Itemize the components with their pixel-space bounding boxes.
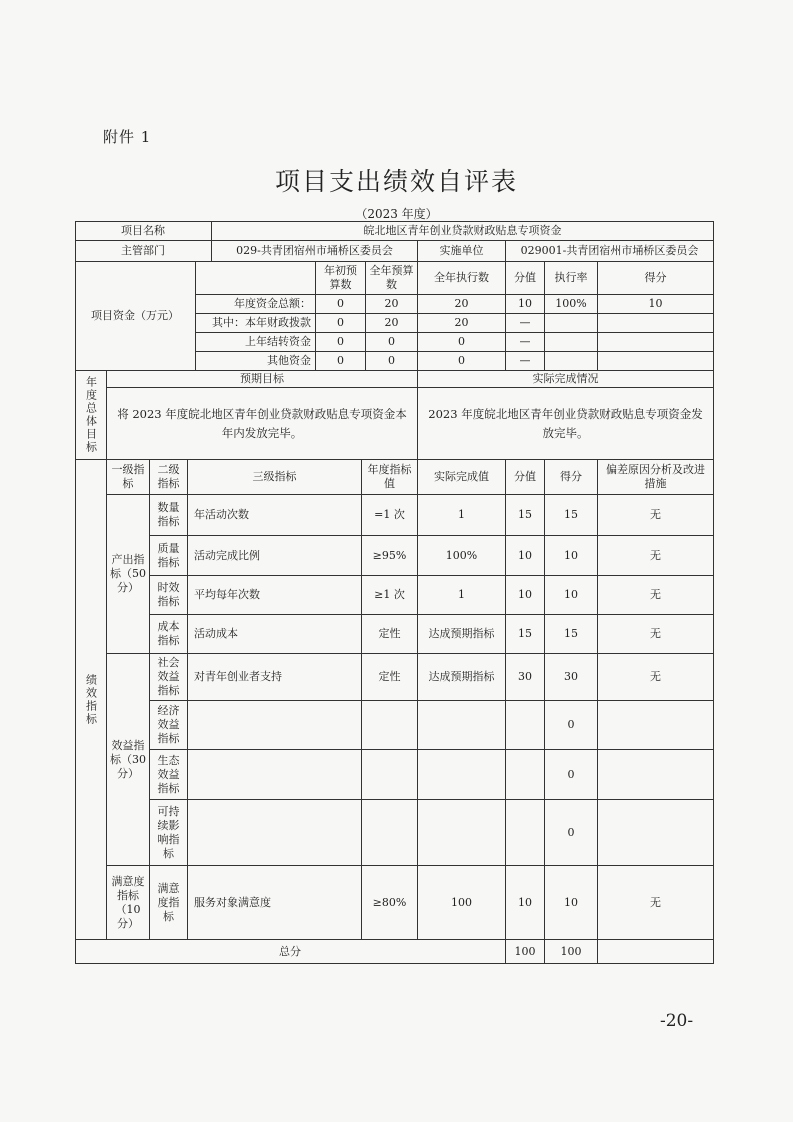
- indicator-level3: 活动完成比例: [188, 536, 362, 576]
- indicator-value: 10: [506, 576, 545, 615]
- funds-col-full: 全年预算数: [366, 262, 418, 295]
- funds-row-exec: 0: [418, 333, 506, 352]
- indicator-value: 15: [506, 615, 545, 654]
- indicator-target: ≥95%: [362, 536, 418, 576]
- indicator-reason: 无: [598, 654, 714, 701]
- group-satisfaction: 满意度指标（10分）: [107, 866, 150, 940]
- indicator-reason: 无: [598, 615, 714, 654]
- header-reason: 偏差原因分析及改进措施: [598, 460, 714, 495]
- funds-row-full: 20: [366, 295, 418, 314]
- indicator-reason: [598, 701, 714, 750]
- header-level2: 二级指标: [150, 460, 188, 495]
- funds-row-exec: 20: [418, 314, 506, 333]
- indicator-target: [362, 800, 418, 866]
- funds-col-value: 分值: [506, 262, 545, 295]
- funds-row-initial: 0: [316, 333, 366, 352]
- indicator-score: 30: [545, 654, 598, 701]
- funds-col-exec: 全年执行数: [418, 262, 506, 295]
- funds-row-rate: [545, 352, 598, 371]
- dept-label: 主管部门: [75, 241, 212, 262]
- indicator-value: 30: [506, 654, 545, 701]
- funds-row-initial: 0: [316, 295, 366, 314]
- indicator-value: [506, 701, 545, 750]
- goals-label: 年度总体目标: [75, 371, 107, 460]
- total-label: 总分: [75, 940, 506, 964]
- funds-col-score: 得分: [598, 262, 714, 295]
- funds-row-rate: [545, 314, 598, 333]
- header-score: 得分: [545, 460, 598, 495]
- funds-row-label: 年度资金总额：: [196, 295, 316, 314]
- indicator-actual: 100: [418, 866, 506, 940]
- indicator-level2: 质量指标: [150, 536, 188, 576]
- indicator-level3: 服务对象满意度: [188, 866, 362, 940]
- indicator-target: ≥1 次: [362, 576, 418, 615]
- indicator-target: ≥80%: [362, 866, 418, 940]
- total-value: 100: [506, 940, 545, 964]
- funds-row-score: 10: [598, 295, 714, 314]
- indicator-actual: [418, 800, 506, 866]
- page-number: -20-: [660, 1011, 694, 1031]
- indicator-level2: 生态效益指标: [150, 750, 188, 800]
- header-level3: 三级指标: [188, 460, 362, 495]
- indicator-actual: 达成预期指标: [418, 654, 506, 701]
- total-blank: [598, 940, 714, 964]
- project-name-value: 皖北地区青年创业贷款财政贴息专项资金: [212, 221, 714, 241]
- indicator-actual: 100%: [418, 536, 506, 576]
- indicator-level2: 社会效益指标: [150, 654, 188, 701]
- indicator-target: =1 次: [362, 495, 418, 536]
- funds-row-exec: 0: [418, 352, 506, 371]
- indicator-level3: 年活动次数: [188, 495, 362, 536]
- project-name-label: 项目名称: [75, 221, 212, 241]
- goals-actual-header: 实际完成情况: [418, 371, 714, 388]
- appendix-label: 附件 1: [103, 128, 152, 146]
- funds-row-score: [598, 333, 714, 352]
- funds-row-full: 0: [366, 352, 418, 371]
- funds-col-rate: 执行率: [545, 262, 598, 295]
- goals-expected-header: 预期目标: [107, 371, 418, 388]
- group-benefit: 效益指标（30分）: [107, 654, 150, 866]
- indicator-target: 定性: [362, 615, 418, 654]
- funds-header-blank: [196, 262, 316, 295]
- unit-value: 029001-共青团宿州市埇桥区委员会: [506, 241, 714, 262]
- indicator-level3: [188, 701, 362, 750]
- header-target: 年度指标值: [362, 460, 418, 495]
- indicator-score: 15: [545, 615, 598, 654]
- funds-col-initial: 年初预算数: [316, 262, 366, 295]
- funds-label: 项目资金（万元）: [75, 262, 196, 371]
- indicator-level2: 数量指标: [150, 495, 188, 536]
- year-label: （2023 年度）: [355, 207, 438, 221]
- indicator-target: [362, 701, 418, 750]
- indicator-actual: 达成预期指标: [418, 615, 506, 654]
- form-title: 项目支出绩效自评表: [274, 167, 518, 196]
- total-score: 100: [545, 940, 598, 964]
- funds-row-full: 0: [366, 333, 418, 352]
- indicator-level2: 满意度指标: [150, 866, 188, 940]
- indicator-target: [362, 750, 418, 800]
- indicator-score: 0: [545, 800, 598, 866]
- funds-row-value: —: [506, 333, 545, 352]
- indicator-reason: [598, 750, 714, 800]
- funds-row-value: 10: [506, 295, 545, 314]
- indicator-reason: 无: [598, 536, 714, 576]
- funds-row-initial: 0: [316, 352, 366, 371]
- funds-row-initial: 0: [316, 314, 366, 333]
- indicator-level2: 经济效益指标: [150, 701, 188, 750]
- indicator-level2: 可持续影响指标: [150, 800, 188, 866]
- indicator-level2: 成本指标: [150, 615, 188, 654]
- group-output: 产出指标（50分）: [107, 495, 150, 654]
- goals-actual-text: 2023 年度皖北地区青年创业贷款财政贴息专项资金发放完毕。: [418, 388, 714, 460]
- funds-row-label: 其他资金: [196, 352, 316, 371]
- goals-expected-text: 将 2023 年度皖北地区青年创业贷款财政贴息专项资金本年内发放完毕。: [107, 388, 418, 460]
- indicator-score: 10: [545, 866, 598, 940]
- indicator-reason: 无: [598, 576, 714, 615]
- indicator-target: 定性: [362, 654, 418, 701]
- indicator-level3: [188, 800, 362, 866]
- header-value: 分值: [506, 460, 545, 495]
- indicator-level3: [188, 750, 362, 800]
- funds-row-value: —: [506, 352, 545, 371]
- indicator-score: 15: [545, 495, 598, 536]
- indicator-level3: 平均每年次数: [188, 576, 362, 615]
- indicator-value: [506, 750, 545, 800]
- funds-row-label: 其中：本年财政拨款: [196, 314, 316, 333]
- header-actual: 实际完成值: [418, 460, 506, 495]
- indicator-value: [506, 800, 545, 866]
- indicator-score: 0: [545, 701, 598, 750]
- funds-row-exec: 20: [418, 295, 506, 314]
- funds-row-full: 20: [366, 314, 418, 333]
- indicator-level3: 对青年创业者支持: [188, 654, 362, 701]
- indicator-reason: 无: [598, 495, 714, 536]
- indicator-value: 10: [506, 536, 545, 576]
- funds-row-rate: [545, 333, 598, 352]
- indicator-reason: [598, 800, 714, 866]
- funds-row-score: [598, 352, 714, 371]
- dept-value: 029-共青团宿州市埇桥区委员会: [212, 241, 418, 262]
- indicator-score: 10: [545, 576, 598, 615]
- indicator-actual: [418, 701, 506, 750]
- header-level1: 一级指标: [107, 460, 150, 495]
- indicators-label: 绩效指标: [75, 460, 107, 940]
- indicator-score: 0: [545, 750, 598, 800]
- unit-label: 实施单位: [418, 241, 506, 262]
- indicator-level3: 活动成本: [188, 615, 362, 654]
- indicator-actual: 1: [418, 576, 506, 615]
- indicator-reason: 无: [598, 866, 714, 940]
- indicator-actual: [418, 750, 506, 800]
- funds-row-rate: 100%: [545, 295, 598, 314]
- funds-row-score: [598, 314, 714, 333]
- indicator-value: 10: [506, 866, 545, 940]
- funds-row-label: 上年结转资金: [196, 333, 316, 352]
- indicator-level2: 时效指标: [150, 576, 188, 615]
- funds-row-value: —: [506, 314, 545, 333]
- indicator-score: 10: [545, 536, 598, 576]
- indicator-actual: 1: [418, 495, 506, 536]
- indicator-value: 15: [506, 495, 545, 536]
